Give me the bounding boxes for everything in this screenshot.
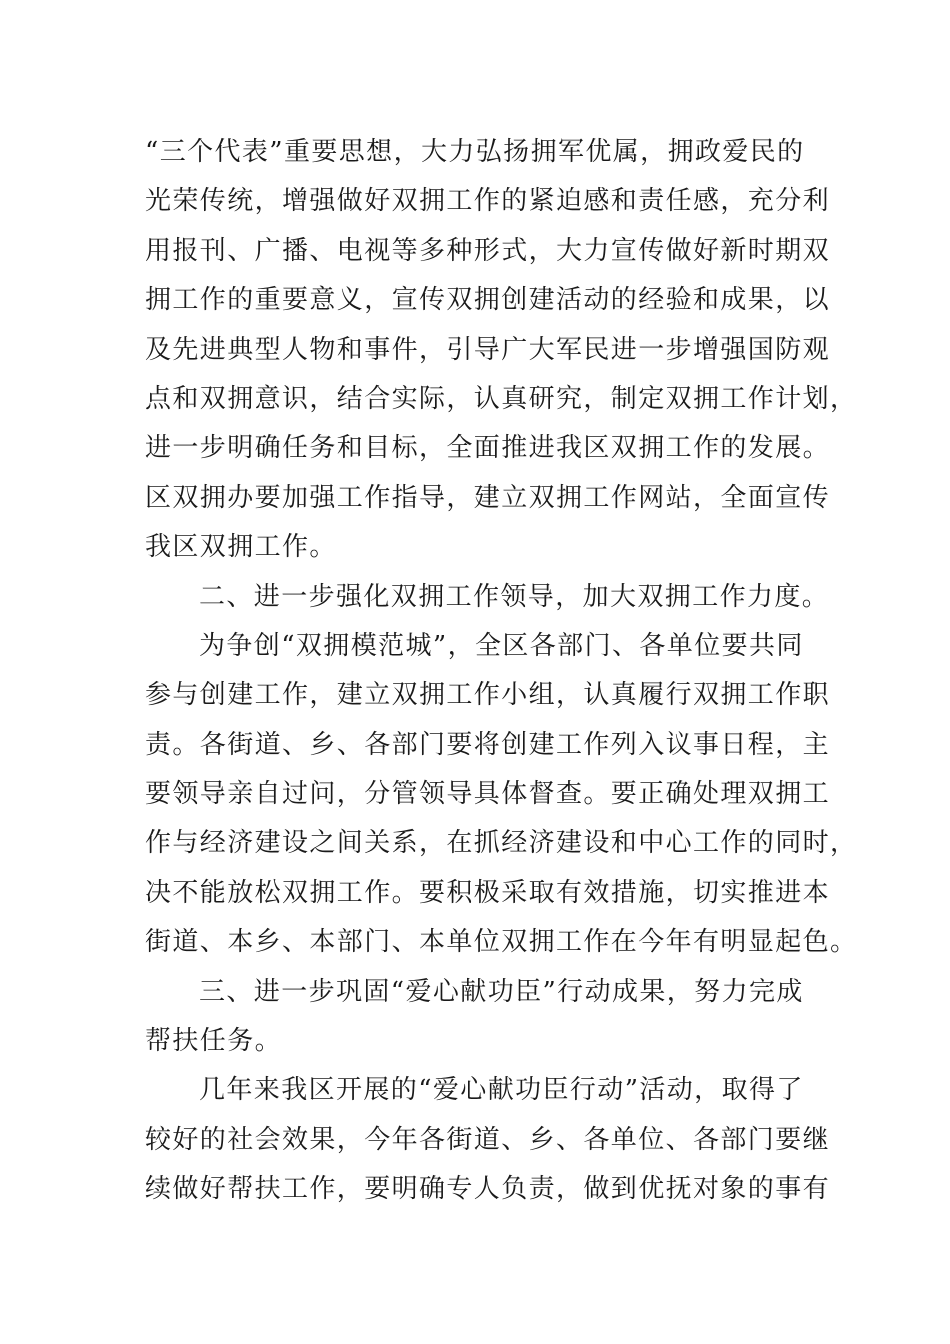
section-heading: 二、进一步强化双拥工作领导，加大双拥工作力度。: [199, 581, 830, 612]
text-line: 参与创建工作，建立双拥工作小组，认真履行双拥工作职: [145, 680, 831, 711]
text-line: “三个代表”重要思想，大力弘扬拥军优属，拥政爱民的: [145, 137, 805, 167]
text-line: 我区双拥工作。: [145, 532, 337, 563]
paragraph-first-line: 为争创“双拥模范城”，全区各部门、各单位要共同: [199, 630, 804, 661]
text-line: 较好的社会效果，今年各街道、乡、各单位、各部门要继: [145, 1124, 831, 1155]
body-text: [145, 128, 858, 1215]
section-heading: 三、进一步巩固“爱心献功臣”行动成果，努力完成: [199, 976, 804, 1007]
text-line: 拥工作的重要意义，宣传双拥创建活动的经验和成果，以: [145, 285, 831, 316]
text-line: 区双拥办要加强工作指导，建立双拥工作网站，全面宣传: [145, 482, 831, 513]
text-line: 帮扶任务。: [145, 1026, 283, 1057]
text-line: 作与经济建设之间关系，在抓经济建设和中心工作的同时，: [145, 828, 858, 859]
text-line: 点和双拥意识，结合实际，认真研究，制定双拥工作计划，: [145, 383, 858, 414]
text-line: 要领导亲自过问，分管领导具体督查。要正确处理双拥工: [145, 779, 831, 810]
text-line: 用报刊、广播、电视等多种形式，大力宣传做好新时期双: [145, 235, 831, 266]
text-line: 责。各街道、乡、各部门要将创建工作列入议事日程，主: [145, 729, 831, 760]
text-line: 及先进典型人物和事件，引导广大军民进一步增强国防观: [145, 334, 831, 365]
text-line: 街道、本乡、本部门、本单位双拥工作在今年有明显起色。: [145, 927, 858, 958]
text-line: 光荣传统，增强做好双拥工作的紧迫感和责任感，充分利: [145, 186, 831, 217]
text-line: 续做好帮扶工作，要明确专人负责，做到优抚对象的事有: [145, 1174, 831, 1205]
paragraph-first-line: 几年来我区开展的“爱心献功臣行动”活动，取得了: [199, 1075, 804, 1106]
text-line: 决不能放松双拥工作。要积极采取有效措施，切实推进本: [145, 877, 831, 908]
text-line: 进一步明确任务和目标，全面推进我区双拥工作的发展。: [145, 433, 831, 464]
